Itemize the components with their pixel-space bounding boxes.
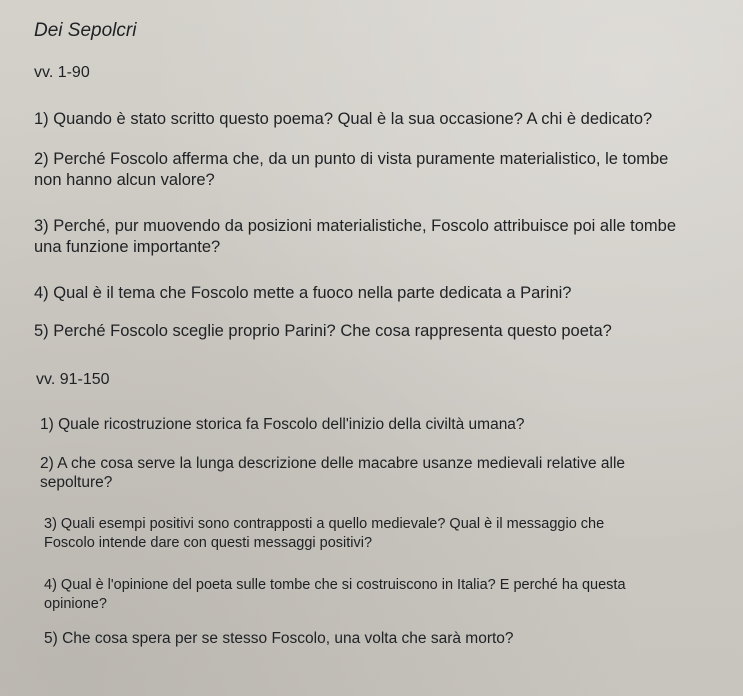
question-1-3-continued: una funzione importante? (34, 238, 221, 256)
page-title: Dei Sepolcri (34, 20, 137, 41)
question-1-3: 3) Perché, pur muovendo da posizioni materialistiche, Foscolo attribuisce poi alle tombe (34, 217, 676, 235)
question-1-1: 1) Quando è stato scritto questo poema? Qual è la sua occasione? A chi è dedicato? (34, 110, 653, 128)
question-2-1: 1) Quale ricostruzione storica fa Foscolo dell'inizio della civiltà umana? (40, 416, 525, 433)
question-2-4: 4) Qual è l'opinione del poeta sulle tombe che si costruiscono in Italia? E perché ha questa (44, 577, 626, 593)
section-heading-verses-1-90: vv. 1-90 (34, 64, 90, 81)
question-2-5: 5) Che cosa spera per se stesso Foscolo, una volta che sarà morto? (44, 630, 514, 647)
question-1-2: 2) Perché Foscolo afferma che, da un punto di vista puramente materialistico, le tombe (34, 150, 669, 168)
question-2-3: 3) Quali esempi positivi sono contrapposti a quello medievale? Qual è il messaggio che (44, 516, 605, 532)
question-1-5: 5) Perché Foscolo sceglie proprio Parini? Che cosa rappresenta questo poeta? (34, 322, 612, 340)
question-1-2-continued: non hanno alcun valore? (34, 171, 215, 189)
question-2-2: 2) A che cosa serve la lunga descrizione delle macabre usanze medievali relative alle (40, 455, 626, 472)
question-1-4: 4) Qual è il tema che Foscolo mette a fuoco nella parte dedicata a Parini? (34, 284, 572, 302)
question-2-2-continued: sepolture? (40, 474, 113, 491)
question-2-4-continued: opinione? (44, 596, 107, 612)
section-heading-verses-91-150: vv. 91-150 (36, 371, 110, 388)
question-2-3-continued: Foscolo intende dare con questi messaggi positivi? (44, 535, 373, 551)
